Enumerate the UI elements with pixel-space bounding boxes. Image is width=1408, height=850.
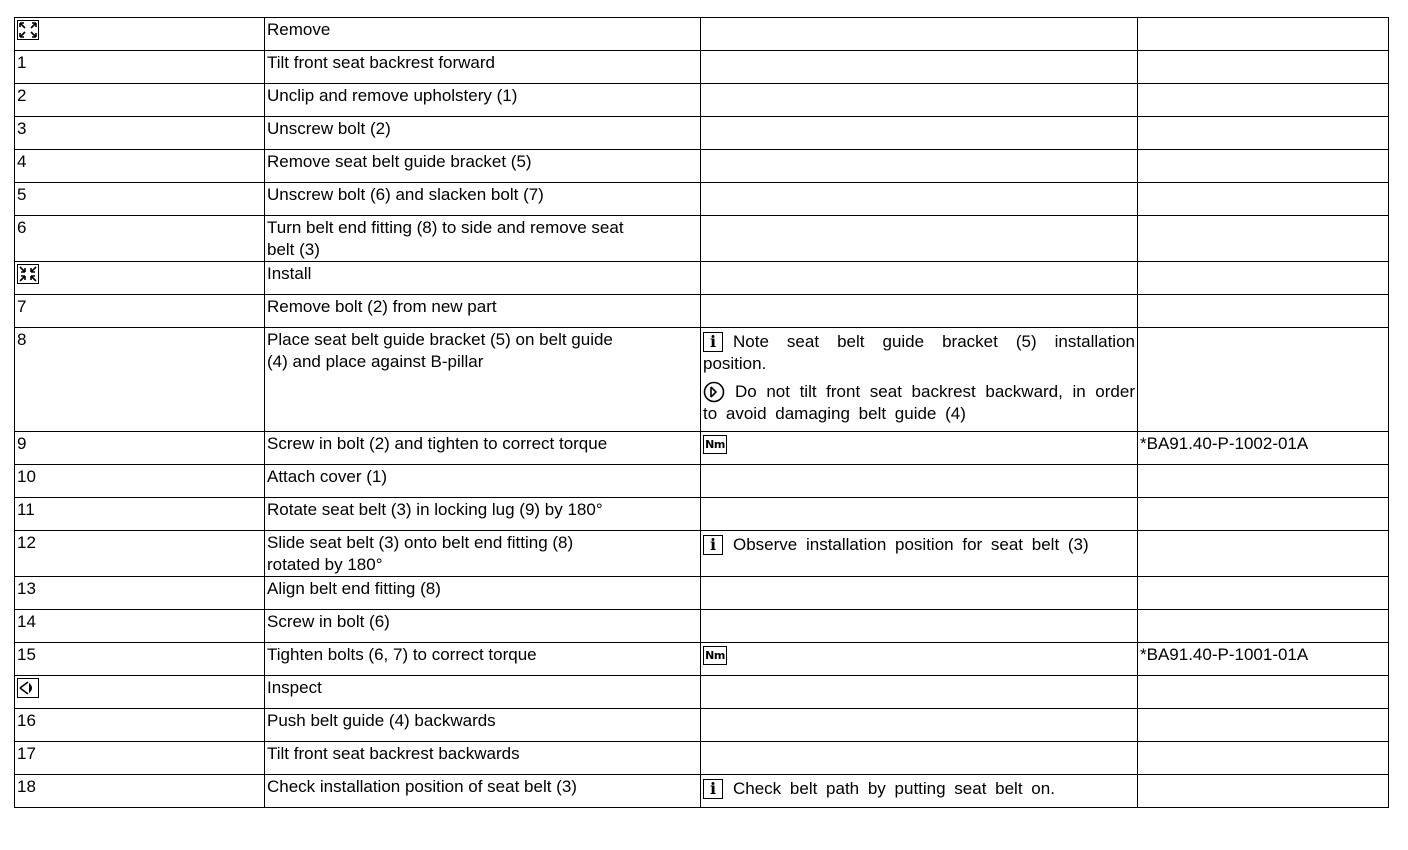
table-row	[15, 610, 1389, 643]
note-text: Observe installation position for seat belt (3)	[733, 535, 1089, 554]
remove-icon	[17, 20, 39, 40]
note-cell	[701, 18, 1138, 51]
action-cell: Screw in bolt (6)	[265, 610, 701, 643]
procedure-table	[14, 17, 1389, 808]
info-icon: i	[703, 332, 723, 352]
note-cell	[701, 775, 1138, 808]
step-cell: 11	[15, 498, 265, 531]
step-cell	[15, 262, 265, 295]
action-cell: Tighten bolts (6, 7) to correct torque	[265, 643, 701, 676]
step-cell: 16	[15, 709, 265, 742]
step-cell	[15, 676, 265, 709]
note-cell	[701, 676, 1138, 709]
note-cell	[701, 498, 1138, 531]
note-cell	[701, 577, 1138, 610]
action-cell: Remove seat belt guide bracket (5)	[265, 150, 701, 183]
ref-cell	[1138, 709, 1389, 742]
ref-cell	[1138, 676, 1389, 709]
table-row	[15, 498, 1389, 531]
torque-icon: Nm	[703, 435, 727, 454]
table-row	[15, 295, 1389, 328]
info-icon: i	[703, 779, 723, 799]
table-row	[15, 775, 1389, 808]
ref-cell	[1138, 775, 1389, 808]
step-cell: 9	[15, 432, 265, 465]
note-cell	[701, 295, 1138, 328]
action-cell: Remove	[265, 18, 701, 51]
action-cell: Slide seat belt (3) onto belt end fitting (8) rotated by 180°	[265, 531, 701, 577]
table-row	[15, 709, 1389, 742]
action-cell: Remove bolt (2) from new part	[265, 295, 701, 328]
note-text: Note seat belt guide bracket (5) installation position.	[703, 332, 1135, 373]
note-cell	[701, 262, 1138, 295]
step-cell: 12	[15, 531, 265, 577]
step-cell: 3	[15, 117, 265, 150]
table-row	[15, 183, 1389, 216]
note-cell	[701, 432, 1138, 465]
action-cell: Inspect	[265, 676, 701, 709]
note-text: Do not tilt front seat backrest backward, in order to avoid damaging belt guide (4)	[703, 382, 1135, 423]
table-row	[15, 577, 1389, 610]
action-cell: Tilt front seat backrest forward	[265, 51, 701, 84]
ref-cell	[1138, 183, 1389, 216]
torque-icon: Nm	[703, 646, 727, 665]
note-cell	[701, 742, 1138, 775]
table-row	[15, 51, 1389, 84]
ref-cell	[1138, 51, 1389, 84]
step-cell: 1	[15, 51, 265, 84]
caution-icon	[703, 381, 725, 403]
action-cell: Rotate seat belt (3) in locking lug (9) by 180°	[265, 498, 701, 531]
action-cell: Install	[265, 262, 701, 295]
table-row	[15, 262, 1389, 295]
ref-cell	[1138, 150, 1389, 183]
ref-cell	[1138, 328, 1389, 432]
action-cell: Unscrew bolt (2)	[265, 117, 701, 150]
install-icon	[17, 264, 39, 284]
action-cell: Align belt end fitting (8)	[265, 577, 701, 610]
inspect-icon	[17, 678, 39, 698]
note-cell	[701, 216, 1138, 262]
step-cell: 10	[15, 465, 265, 498]
note-text: Check belt path by putting seat belt on.	[733, 779, 1055, 798]
step-cell: 14	[15, 610, 265, 643]
table-row	[15, 531, 1389, 577]
step-cell: 15	[15, 643, 265, 676]
note-cell	[701, 150, 1138, 183]
step-cell: 8	[15, 328, 265, 432]
note-cell	[701, 709, 1138, 742]
table-row	[15, 117, 1389, 150]
ref-cell	[1138, 465, 1389, 498]
ref-cell	[1138, 295, 1389, 328]
action-cell: Check installation position of seat belt (3)	[265, 775, 701, 808]
step-cell	[15, 18, 265, 51]
ref-cell	[1138, 216, 1389, 262]
step-cell: 7	[15, 295, 265, 328]
ref-cell	[1138, 262, 1389, 295]
table-row	[15, 150, 1389, 183]
action-cell: Attach cover (1)	[265, 465, 701, 498]
note-cell	[701, 84, 1138, 117]
note-cell	[701, 643, 1138, 676]
step-cell: 18	[15, 775, 265, 808]
step-cell: 4	[15, 150, 265, 183]
action-cell: Unclip and remove upholstery (1)	[265, 84, 701, 117]
ref-cell	[1138, 117, 1389, 150]
action-cell: Place seat belt guide bracket (5) on belt guide (4) and place against B-pillar	[265, 328, 701, 432]
step-cell: 2	[15, 84, 265, 117]
action-cell: Push belt guide (4) backwards	[265, 709, 701, 742]
note-cell	[701, 610, 1138, 643]
ref-cell	[1138, 742, 1389, 775]
ref-cell	[1138, 18, 1389, 51]
table-row	[15, 676, 1389, 709]
info-icon: i	[703, 535, 723, 555]
step-cell: 17	[15, 742, 265, 775]
step-cell: 13	[15, 577, 265, 610]
table-row	[15, 18, 1389, 51]
note-cell	[701, 51, 1138, 84]
action-cell: Tilt front seat backrest backwards	[265, 742, 701, 775]
note-cell	[701, 465, 1138, 498]
table-row	[15, 216, 1389, 262]
table-row	[15, 84, 1389, 117]
note-cell	[701, 183, 1138, 216]
note-cell	[701, 117, 1138, 150]
step-cell: 6	[15, 216, 265, 262]
ref-cell	[1138, 531, 1389, 577]
action-cell: Screw in bolt (2) and tighten to correct torque	[265, 432, 701, 465]
table-row	[15, 465, 1389, 498]
table-row	[15, 643, 1389, 676]
ref-cell	[1138, 84, 1389, 117]
ref-cell	[1138, 577, 1389, 610]
action-cell: Unscrew bolt (6) and slacken bolt (7)	[265, 183, 701, 216]
note-cell	[701, 328, 1138, 432]
step-cell: 5	[15, 183, 265, 216]
ref-cell[interactable]: *BA91.40-P-1001-01A	[1138, 643, 1389, 676]
ref-cell[interactable]: *BA91.40-P-1002-01A	[1138, 432, 1389, 465]
table-row	[15, 432, 1389, 465]
ref-cell	[1138, 498, 1389, 531]
action-cell: Turn belt end fitting (8) to side and remove seat belt (3)	[265, 216, 701, 262]
note-cell	[701, 531, 1138, 577]
table-row	[15, 328, 1389, 432]
table-row	[15, 742, 1389, 775]
ref-cell	[1138, 610, 1389, 643]
